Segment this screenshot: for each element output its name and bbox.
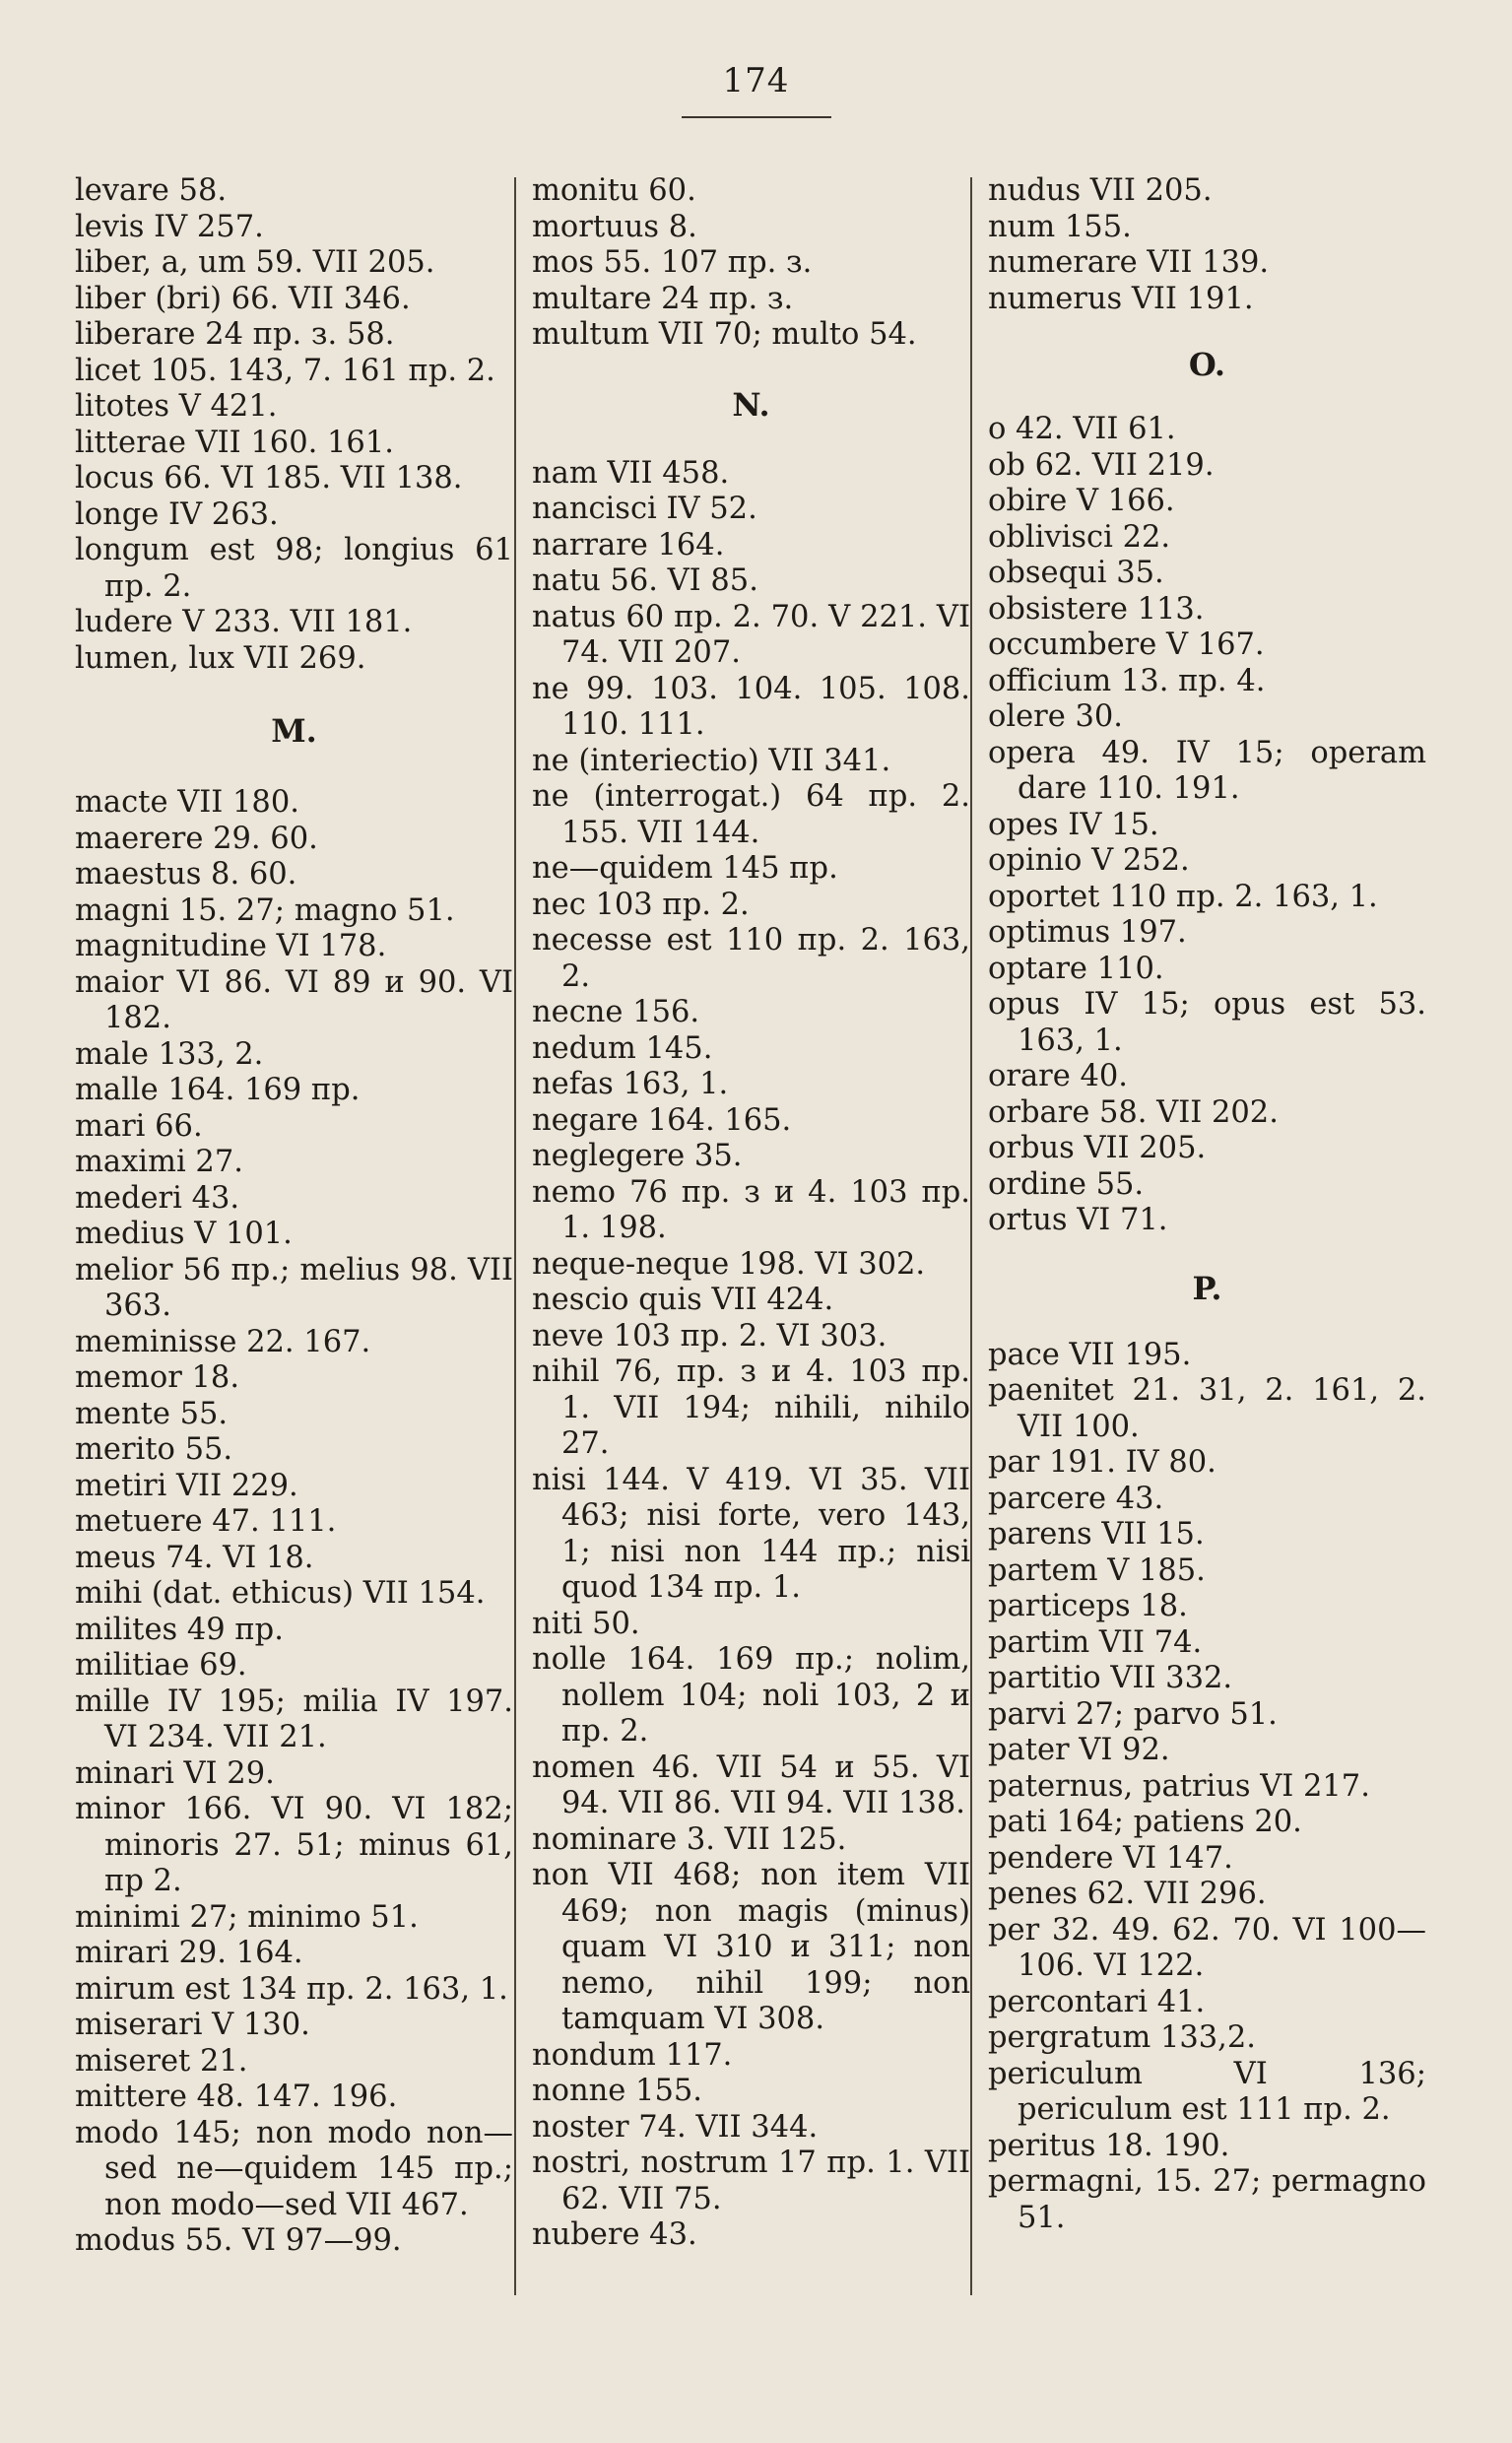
index-entry: locus 66. VI 185. VII 138.	[75, 461, 463, 495]
index-entry: licet 105. 143, 7. 161 пр. 2.	[75, 353, 495, 388]
index-entry: obire V 166.	[988, 484, 1175, 518]
index-entry: monitu 60.	[532, 173, 696, 208]
index-entry: ne—quidem 145 пр.	[532, 851, 838, 886]
index-entry: nominare 3. VII 125.	[532, 1821, 847, 1857]
index-entry: permagni, 15. 27; permagno 51.	[988, 2164, 1426, 2235]
index-entry: mederi 43.	[75, 1180, 240, 1216]
index-entry: maestus 8. 60.	[75, 857, 297, 891]
index-entry: partim VII 74.	[988, 1624, 1203, 1660]
index-entry: percontari 41.	[988, 1984, 1206, 2019]
index-entry: liber (bri) 66. VII 346.	[75, 281, 411, 316]
index-entry: peritus 18. 190.	[988, 2128, 1230, 2163]
section-letter-p: P.	[1192, 1269, 1222, 1307]
index-entry: litotes V 421.	[75, 389, 278, 424]
index-entry: occumbere V 167.	[988, 627, 1265, 662]
header-rule	[682, 116, 831, 118]
index-entry: magnitudine VI 178.	[75, 929, 387, 963]
index-entry: medius V 101.	[75, 1217, 293, 1251]
index-entry: necesse est 110 пр. 2. 163, 2.	[532, 923, 970, 994]
index-entry: num 155.	[988, 209, 1132, 244]
index-entry: longum est 98; longius 61 пр. 2.	[75, 533, 513, 604]
index-entry: natu 56. VI 85.	[532, 563, 758, 598]
index-column-2	[532, 173, 970, 2254]
index-entry: mittere 48. 147. 196.	[75, 2080, 398, 2114]
index-entry: officium 13. пр. 4.	[988, 663, 1266, 698]
index-entry: male 133, 2.	[75, 1036, 264, 1072]
index-entry: mirari 29. 164.	[75, 1936, 303, 1970]
index-entry: levare 58.	[75, 173, 228, 208]
index-entry: paenitet 21. 31, 2. 161, 2. VII 100.	[988, 1373, 1426, 1444]
entry-list	[75, 173, 513, 677]
index-entry: ob 62. VII 219.	[988, 447, 1215, 483]
section-letter-o: O.	[1188, 346, 1226, 383]
index-entry: neve 103 пр. 2. VI 303.	[532, 1318, 887, 1354]
index-entry: nihil 76, пр. з и 4. 103 пр. 1. VII 194; nihili, nihilo 27.	[532, 1354, 970, 1461]
column-divider-1	[514, 177, 516, 2295]
index-entry: oblivisci 22.	[988, 519, 1171, 555]
index-entry: pendere VI 147.	[988, 1840, 1233, 1876]
index-column-3	[988, 173, 1426, 2236]
index-entry: pater VI 92.	[988, 1733, 1170, 1767]
index-entry: magni 15. 27; magno 51.	[75, 892, 455, 928]
index-entry: militiae 69.	[75, 1648, 247, 1683]
index-entry: nomen 46. VII 54 и 55. VI 94. VII 86. VII 94. VII 138.	[532, 1750, 970, 1820]
index-entry: meus 74. VI 18.	[75, 1540, 314, 1575]
index-entry: levis IV 257.	[75, 209, 264, 244]
index-entry: liber, a, um 59. VII 205.	[75, 245, 435, 280]
index-entry: maximi 27.	[75, 1145, 243, 1179]
entry-list	[988, 1338, 1426, 2237]
index-entry: ne 99. 103. 104. 105. 108. 110. 111.	[532, 671, 970, 742]
index-entry: metuere 47. 111.	[75, 1504, 337, 1539]
index-entry: mirum est 134 пр. 2. 163, 1.	[75, 1971, 508, 2007]
index-entry: parcere 43.	[988, 1481, 1164, 1516]
index-entry: nefas 163, 1.	[532, 1067, 729, 1101]
index-entry: macte VII 180.	[75, 785, 299, 820]
index-entry: malle 164. 169 пр.	[75, 1073, 361, 1107]
index-entry: minor 166. VI 90. VI 182; minoris 27. 51; minus 61, пр 2.	[75, 1792, 513, 1898]
section-letter-n: N.	[732, 385, 770, 424]
index-column-1	[75, 173, 513, 2260]
index-entry: orare 40.	[988, 1059, 1128, 1093]
index-entry: nostri, nostrum 17 пр. 1. VII 62. VII 75.	[532, 2146, 970, 2216]
index-entry: longe IV 263.	[75, 496, 279, 532]
index-entry: orbare 58. VII 202.	[988, 1094, 1279, 1130]
entry-list	[532, 173, 970, 354]
index-entry: mente 55.	[75, 1396, 229, 1431]
index-entry: nemo 76 пр. з и 4. 103 пр. 1. 198.	[532, 1174, 970, 1245]
index-entry: ne (interrogat.) 64 пр. 2. 155. VII 144.	[532, 779, 970, 850]
index-entry: niti 50.	[532, 1606, 640, 1641]
index-entry: maior VI 86. VI 89 и 90. VI 182.	[75, 964, 513, 1035]
index-entry: optare 110.	[988, 951, 1164, 986]
index-entry: non VII 468; non item VII 469; non magis (minus) quam VI 310 и 311; non nemo, nihil 199; non tamquam VI 308.	[532, 1858, 970, 2036]
index-entry: ordine 55.	[988, 1166, 1145, 1202]
index-entry: o 42. VII 61.	[988, 412, 1176, 446]
index-entry: nolle 164. 169 пр.; nolim, nollem 104; noli 103, 2 и пр. 2.	[532, 1642, 970, 1749]
index-entry: nancisci IV 52.	[532, 492, 757, 526]
index-entry: orbus VII 205.	[988, 1131, 1207, 1165]
index-entry: neque-neque 198. VI 302.	[532, 1246, 926, 1282]
index-entry: penes 62. VII 296.	[988, 1877, 1267, 1911]
index-entry: pati 164; patiens 20.	[988, 1805, 1302, 1839]
index-entry: opera 49. IV 15; operam dare 110. 191.	[988, 735, 1426, 806]
index-entry: merito 55.	[75, 1432, 233, 1467]
index-entry: ludere V 233. VII 181.	[75, 605, 413, 639]
entry-list	[532, 456, 970, 2254]
index-entry: modus 55. VI 97—99.	[75, 2223, 402, 2258]
index-entry: opus IV 15; opus est 53. 163, 1.	[988, 987, 1426, 1058]
entry-list	[988, 412, 1426, 1239]
index-entry: partitio VII 332.	[988, 1661, 1233, 1695]
entry-list	[988, 173, 1426, 317]
index-entry: opinio V 252.	[988, 843, 1190, 878]
index-entry: meminisse 22. 167.	[75, 1324, 371, 1359]
index-entry: liberare 24 пр. з. 58.	[75, 317, 395, 352]
index-entry: per 32. 49. 62. 70. VI 100—106. VI 122.	[988, 1912, 1426, 1983]
index-entry: optimus 197.	[988, 915, 1187, 950]
index-entry: numerus VII 191.	[988, 281, 1254, 316]
index-entry: oportet 110 пр. 2. 163, 1.	[988, 879, 1378, 914]
index-entry: metiri VII 229.	[75, 1468, 298, 1503]
section-letter-m: M.	[271, 712, 317, 750]
index-entry: mortuus 8.	[532, 209, 697, 244]
index-entry: nudus VII 205.	[988, 173, 1213, 208]
index-entry: memor 18.	[75, 1360, 240, 1395]
index-entry: negare 164. 165.	[532, 1102, 792, 1138]
index-entry: opes IV 15.	[988, 807, 1159, 842]
index-entry: natus 60 пр. 2. 70. V 221. VI 74. VII 207.	[532, 599, 970, 670]
index-entry: mihi (dat. ethicus) VII 154.	[75, 1576, 486, 1611]
page-number: 174	[722, 61, 790, 100]
index-entry: obsequi 35.	[988, 556, 1164, 590]
index-entry: nec 103 пр. 2.	[532, 887, 750, 922]
index-entry: multum VII 70; multo 54.	[532, 317, 917, 352]
index-entry: olere 30.	[988, 699, 1123, 734]
index-entry: par 191. IV 80.	[988, 1445, 1216, 1480]
index-entry: miserari V 130.	[75, 2008, 310, 2042]
index-entry: nam VII 458.	[532, 455, 730, 491]
index-entry: partem V 185.	[988, 1552, 1206, 1588]
index-entry: ortus VI 71.	[988, 1203, 1168, 1237]
index-entry: milites 49 пр.	[75, 1612, 284, 1647]
index-entry: parens VII 15.	[988, 1517, 1205, 1552]
index-entry: ne (interiectio) VII 341.	[532, 743, 891, 778]
index-entry: necne 156.	[532, 995, 700, 1029]
index-entry: melior 56 пр.; melius 98. VII 363.	[75, 1252, 513, 1323]
index-entry: particeps 18.	[988, 1589, 1188, 1623]
index-entry: maerere 29. 60.	[75, 821, 318, 856]
index-entry: nondum 117.	[532, 2037, 733, 2073]
index-entry: modo 145; non modo non—sed ne—quidem 145 пр.; non modo—sed VII 467.	[75, 2115, 513, 2222]
index-entry: litterae VII 160. 161.	[75, 425, 394, 460]
index-entry: minimi 27; minimo 51.	[75, 1899, 419, 1935]
index-entry: pergratum 133,2.	[988, 2020, 1256, 2055]
index-entry: mari 66.	[75, 1108, 203, 1144]
index-entry: neglegere 35.	[532, 1139, 743, 1173]
index-entry: obsistere 113.	[988, 591, 1205, 627]
index-entry: multare 24 пр. з.	[532, 281, 794, 316]
index-entry: mos 55. 107 пр. з.	[532, 245, 813, 280]
index-entry: periculum VI 136; periculum est 111 пр. 2.	[988, 2056, 1426, 2127]
index-entry: nedum 145.	[532, 1030, 713, 1066]
column-divider-2	[970, 177, 972, 2295]
index-entry: noster 74. VII 344.	[532, 2109, 819, 2145]
index-entry: minari VI 29.	[75, 1755, 275, 1791]
index-entry: lumen, lux VII 269.	[75, 640, 366, 676]
index-entry: nescio quis VII 424.	[532, 1283, 834, 1317]
index-entry: paternus, patrius VI 217.	[988, 1768, 1370, 1804]
index-entry: parvi 27; parvo 51.	[988, 1696, 1278, 1732]
index-entry: miseret 21.	[75, 2043, 248, 2079]
index-entry: nonne 155.	[532, 2074, 702, 2108]
index-entry: nubere 43.	[532, 2217, 697, 2252]
index-entry: narrare 164.	[532, 527, 725, 562]
index-entry: nisi 144. V 419. VI 35. VII 463; nisi forte, vero 143, 1; nisi non 144 пр.; nisi quod 134 пр. 1.	[532, 1462, 970, 1605]
index-entry: mille IV 195; milia IV 197. VI 234. VII 21.	[75, 1684, 513, 1754]
index-entry: numerare VII 139.	[988, 245, 1270, 280]
index-entry: pace VII 195.	[988, 1337, 1192, 1372]
entry-list	[75, 785, 513, 2260]
